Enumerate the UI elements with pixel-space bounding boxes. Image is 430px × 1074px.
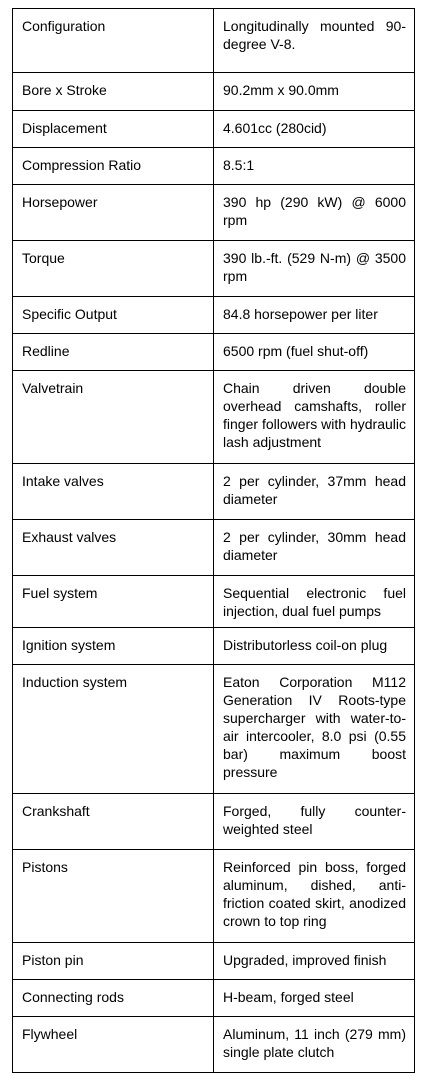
spec-value: 2 per cylinder, 30mm head diameter [214, 520, 415, 576]
spec-value: Forged, fully counter-weighted steel [214, 794, 415, 850]
spec-label: Compression Ratio [13, 148, 214, 185]
table-row [13, 628, 415, 665]
spec-label: Pistons [13, 850, 214, 943]
table-row [13, 334, 415, 371]
engine-spec-table [12, 8, 415, 1073]
table-row [13, 371, 415, 464]
spec-label: Displacement [13, 111, 214, 148]
spec-value: H-beam, forged steel [214, 980, 415, 1017]
table-row [13, 794, 415, 850]
table-row [13, 520, 415, 576]
spec-label: Exhaust valves [13, 520, 214, 576]
table-row [13, 111, 415, 148]
table-row [13, 9, 415, 73]
spec-label: Redline [13, 334, 214, 371]
spec-value: Distributorless coil-on plug [214, 628, 415, 665]
table-row [13, 241, 415, 297]
spec-value: Reinforced pin boss, forged aluminum, dished, anti-friction coated skirt, anodized crown to top ring [214, 850, 415, 943]
table-row [13, 73, 415, 111]
spec-value: Upgraded, improved finish [214, 943, 415, 980]
spec-label: Valvetrain [13, 371, 214, 464]
spec-value: Sequential electronic fuel injection, dual fuel pumps [214, 576, 415, 628]
table-row [13, 185, 415, 241]
spec-value: 390 lb.-ft. (529 N-m) @ 3500 rpm [214, 241, 415, 297]
spec-label: Configuration [13, 9, 214, 73]
spec-label: Specific Output [13, 297, 214, 334]
spec-value: 4.601cc (280cid) [214, 111, 415, 148]
table-row [13, 464, 415, 520]
spec-value: Eaton Corporation M112 Generation IV Roots-type supercharger with water-to-air intercooler, 8.0 psi (0.55 bar) maximum boost pressure [214, 665, 415, 794]
table-row [13, 980, 415, 1017]
spec-label: Ignition system [13, 628, 214, 665]
spec-label: Connecting rods [13, 980, 214, 1017]
spec-value: 6500 rpm (fuel shut-off) [214, 334, 415, 371]
table-row [13, 850, 415, 943]
table-row [13, 148, 415, 185]
table-row [13, 297, 415, 334]
spec-label: Intake valves [13, 464, 214, 520]
spec-value: 390 hp (290 kW) @ 6000 rpm [214, 185, 415, 241]
table-row [13, 665, 415, 794]
spec-value: 8.5:1 [214, 148, 415, 185]
spec-label: Induction system [13, 665, 214, 794]
spec-label: Flywheel [13, 1017, 214, 1073]
spec-value: 90.2mm x 90.0mm [214, 73, 415, 111]
spec-label: Bore x Stroke [13, 73, 214, 111]
spec-value: Longitudinally mounted 90-degree V-8. [214, 9, 415, 73]
table-row [13, 576, 415, 628]
spec-label: Crankshaft [13, 794, 214, 850]
spec-value: 2 per cylinder, 37mm head diameter [214, 464, 415, 520]
table-row [13, 1017, 415, 1073]
spec-value: Aluminum, 11 inch (279 mm) single plate clutch [214, 1017, 415, 1073]
table-row [13, 943, 415, 980]
spec-value: Chain driven double overhead camshafts, roller finger followers with hydraulic lash adjustment [214, 371, 415, 464]
spec-label: Horsepower [13, 185, 214, 241]
spec-label: Torque [13, 241, 214, 297]
spec-label: Piston pin [13, 943, 214, 980]
spec-label: Fuel system [13, 576, 214, 628]
spec-value: 84.8 horsepower per liter [214, 297, 415, 334]
